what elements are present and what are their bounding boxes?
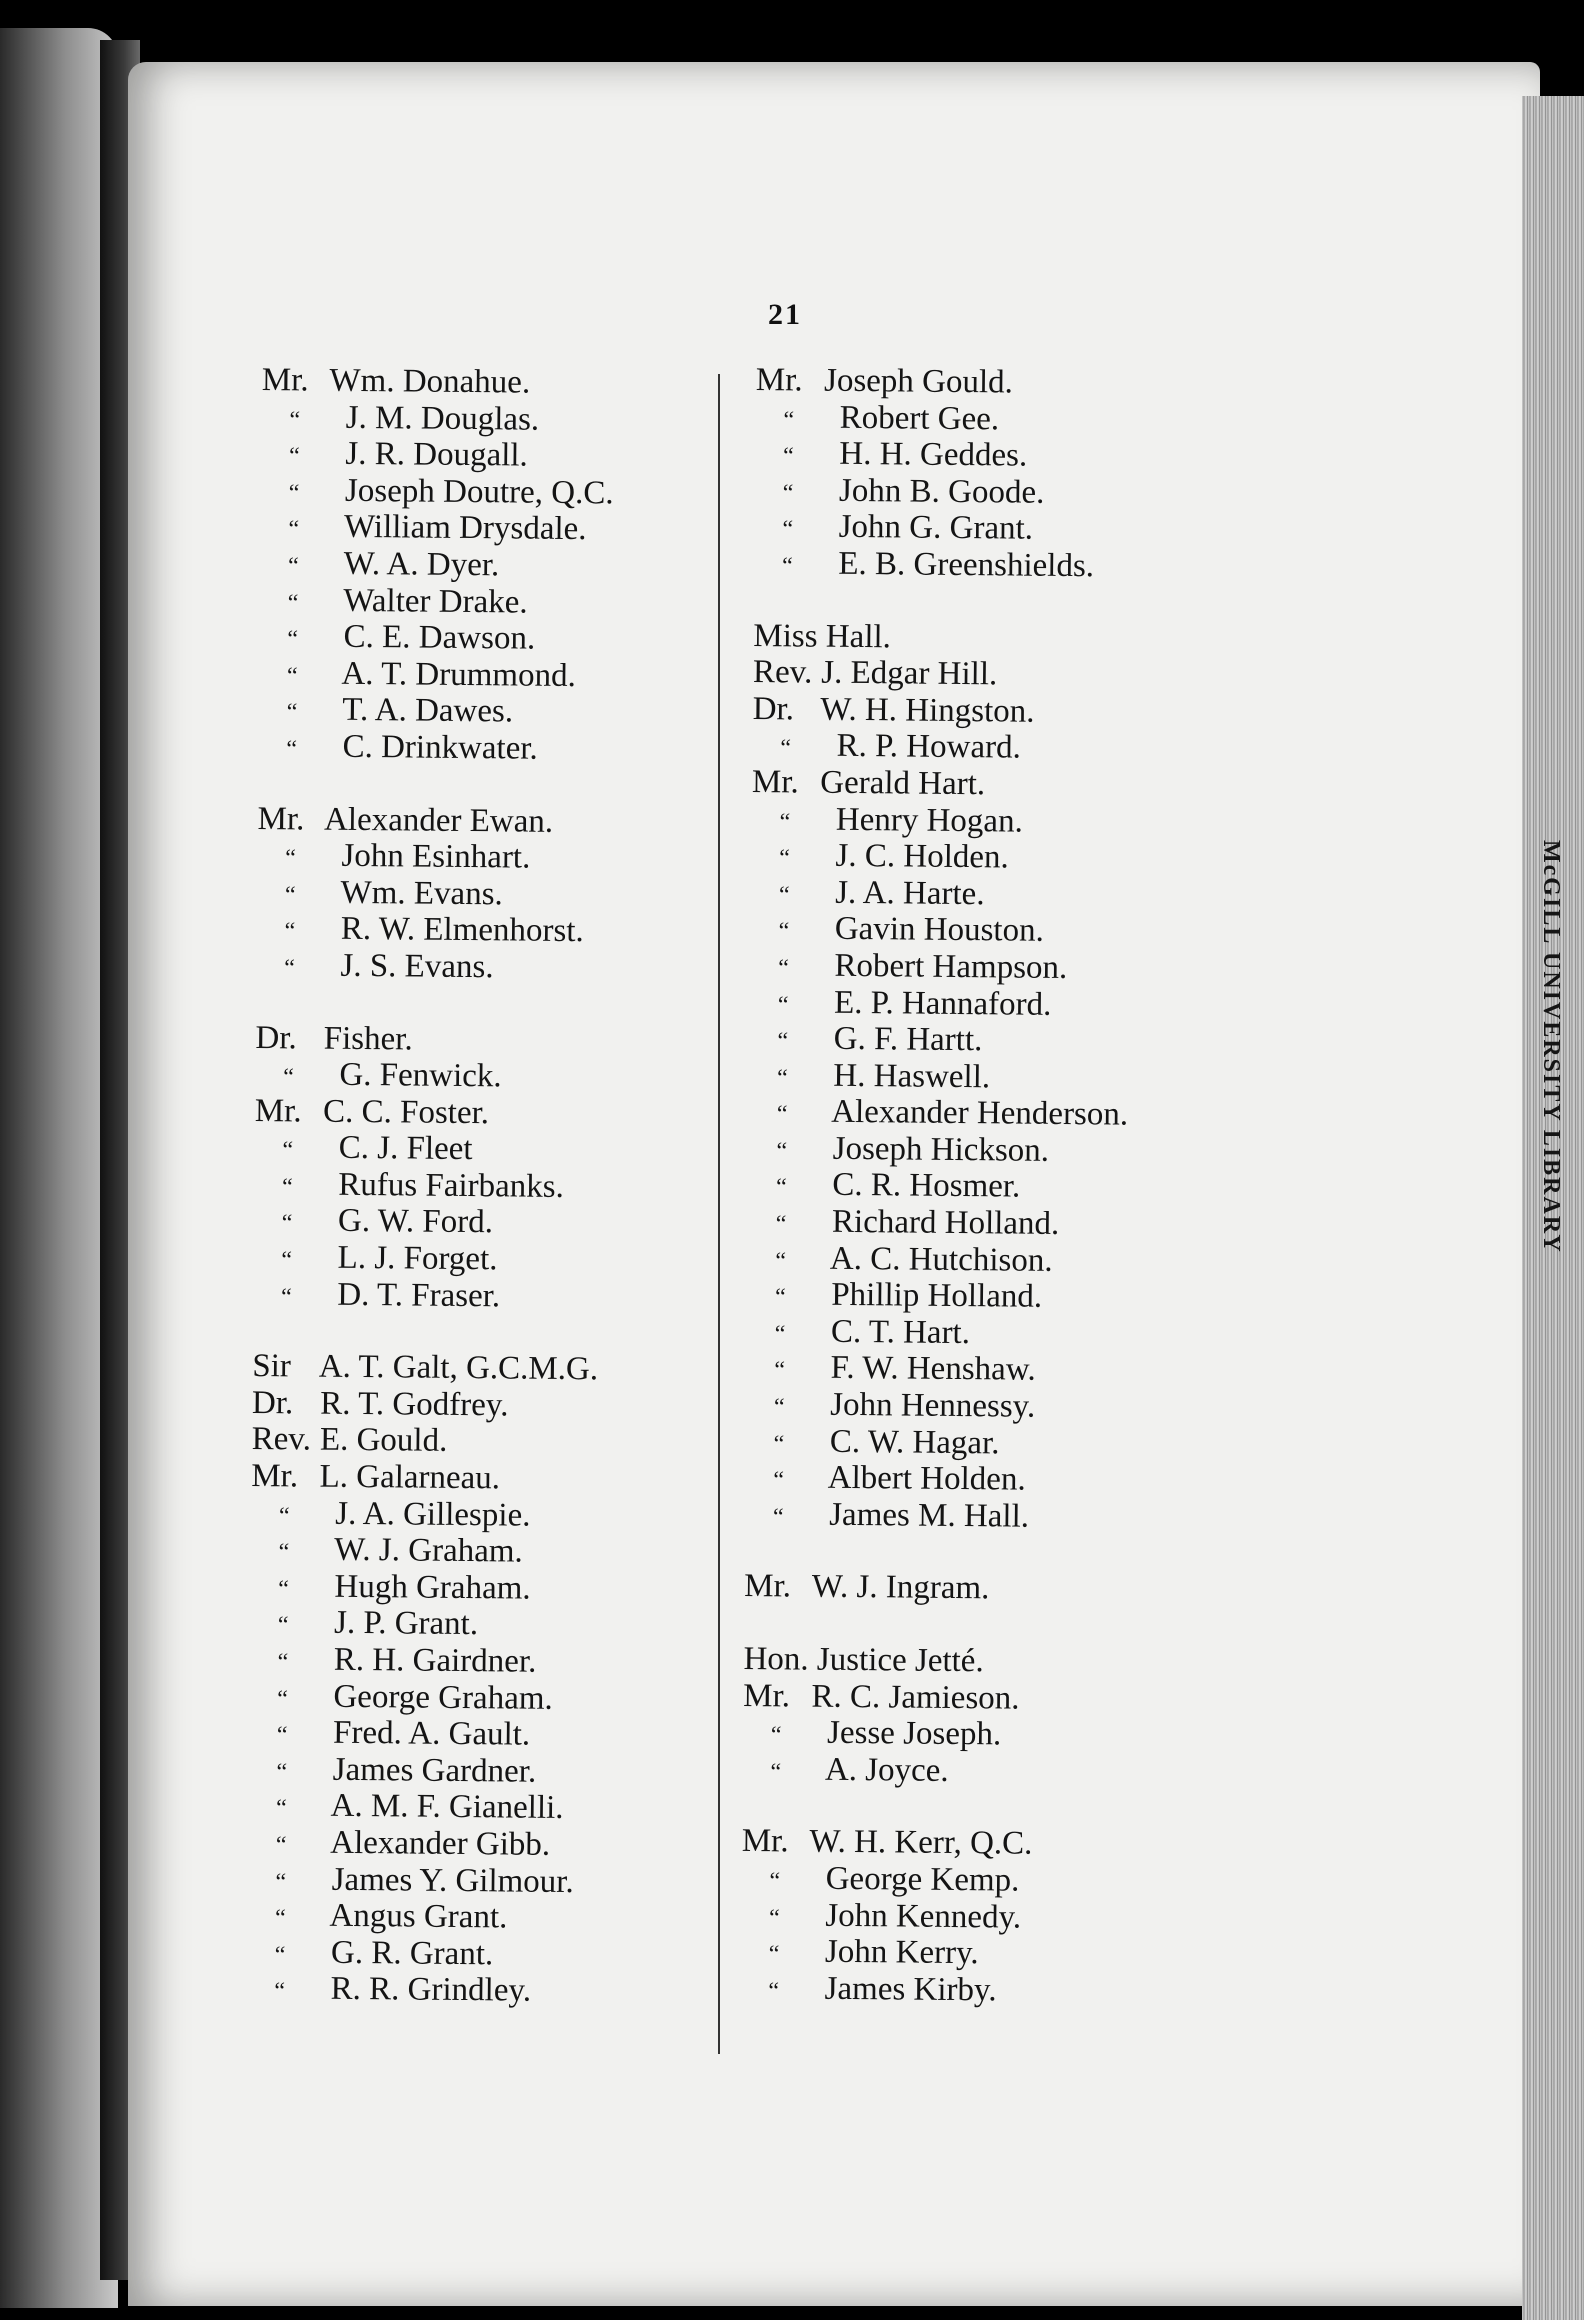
ditto-mark: “ <box>288 443 300 470</box>
list-item <box>251 1458 721 1499</box>
list-item <box>255 1056 725 1097</box>
ditto-mark: “ <box>773 1430 785 1457</box>
list-item <box>750 910 1220 951</box>
list-item <box>752 691 1222 732</box>
list-item <box>253 1276 723 1317</box>
ditto-mark: “ <box>781 553 793 580</box>
list-item <box>258 691 728 732</box>
person-name: A. M. F. Gianelli. <box>330 1788 564 1827</box>
list-item <box>251 1421 721 1462</box>
ditto-mark: “ <box>778 955 789 982</box>
person-name: Alexander Gibb. <box>330 1824 551 1863</box>
person-name: J. S. Evans. <box>340 947 494 986</box>
person-name: John Kerry. <box>824 1933 979 1972</box>
person-name: W. H. Hingston. <box>820 691 1035 730</box>
list-item <box>247 1897 717 1938</box>
list-item <box>753 618 1223 659</box>
ditto-mark: “ <box>777 991 789 1018</box>
person-name: G. R. Grant. <box>330 1934 494 1973</box>
list-item <box>751 874 1221 915</box>
ditto-mark: “ <box>774 1357 786 1384</box>
ditto-mark: “ <box>782 480 794 507</box>
list-item <box>754 508 1224 549</box>
person-name: R. H. Gairdner. <box>333 1641 537 1680</box>
person-name: C. C. Foster. <box>322 1093 490 1131</box>
list-item <box>750 947 1220 988</box>
list-item <box>747 1240 1217 1281</box>
list-item <box>251 1495 721 1536</box>
ditto-mark: “ <box>286 699 298 726</box>
ditto-mark: “ <box>282 1137 294 1164</box>
ditto-mark: “ <box>770 1722 782 1749</box>
ditto-mark: “ <box>777 1028 789 1055</box>
ditto-mark: “ <box>780 735 792 762</box>
list-item <box>247 1860 717 1901</box>
list-item <box>259 618 729 659</box>
person-name: C. J. Fleet <box>338 1130 473 1168</box>
person-name: R. C. Jamieson. <box>811 1678 1020 1717</box>
list-item <box>749 1057 1219 1098</box>
person-name: G. Fenwick. <box>339 1056 502 1095</box>
name-group <box>740 1823 1212 2010</box>
ditto-mark: “ <box>278 1576 290 1603</box>
person-name: Robert Hampson. <box>834 947 1068 986</box>
name-group <box>258 362 732 769</box>
ditto-mark: “ <box>783 406 795 433</box>
person-name: George Kemp. <box>825 1860 1020 1899</box>
ditto-mark: “ <box>275 1832 287 1859</box>
ditto-mark: “ <box>768 1941 780 1968</box>
ditto-mark: “ <box>770 1758 782 1786</box>
list-item <box>742 1823 1212 1864</box>
list-item <box>248 1787 718 1828</box>
person-name: Joseph Doutre, Q.C. <box>344 472 614 512</box>
person-name: L. J. Forget. <box>337 1239 498 1278</box>
person-name: John G. Grant. <box>838 509 1034 548</box>
person-name: R. W. Elmenhorst. <box>340 911 584 950</box>
list-item <box>248 1824 718 1865</box>
list-item <box>253 1239 723 1280</box>
list-item <box>252 1348 722 1389</box>
left-name-column <box>246 362 732 2047</box>
list-item <box>752 764 1222 805</box>
ditto-mark: “ <box>773 1394 785 1421</box>
person-name: James Kirby. <box>824 1970 997 2009</box>
ditto-mark: “ <box>281 1174 293 1201</box>
person-name: J. R. Dougall. <box>345 435 528 474</box>
title-prefix: Rev. <box>752 654 813 691</box>
person-name: Robert Gee. <box>839 399 1000 437</box>
person-name: John Esinhart. <box>341 837 531 876</box>
list-item <box>752 727 1222 768</box>
name-group <box>253 1019 726 1316</box>
ditto-mark: “ <box>286 736 298 763</box>
list-item <box>260 508 730 549</box>
title-prefix: Mr. <box>254 1092 302 1130</box>
title-prefix: Dr. <box>255 1019 297 1056</box>
person-name: Henry Hogan. <box>835 801 1023 840</box>
ditto-mark: “ <box>774 1321 786 1348</box>
ditto-mark: “ <box>782 443 794 470</box>
person-name: Albert Holden. <box>827 1459 1026 1498</box>
list-item <box>262 362 732 403</box>
person-name: James M. Hall. <box>829 1496 1030 1535</box>
person-name: Fred. A. Gault. <box>332 1714 531 1753</box>
ditto-mark: “ <box>776 1101 788 1128</box>
list-item <box>743 1678 1213 1719</box>
list-item <box>756 362 1226 403</box>
list-item <box>257 801 727 842</box>
list-item <box>753 654 1223 695</box>
ditto-mark: “ <box>776 1138 788 1165</box>
name-group <box>754 362 1226 586</box>
ditto-mark: “ <box>775 1211 787 1238</box>
list-item <box>743 1714 1213 1755</box>
right-name-column <box>740 362 1226 2047</box>
person-name: Fisher. <box>323 1020 413 1057</box>
ditto-mark: “ <box>277 1612 289 1639</box>
title-prefix: Mr. <box>251 1457 299 1495</box>
list-item <box>749 1020 1219 1061</box>
list-item <box>249 1641 719 1682</box>
title-prefix: Mr. <box>257 800 305 837</box>
ditto-mark: “ <box>275 1795 287 1822</box>
person-name: C. R. Hosmer. <box>832 1167 1021 1206</box>
person-name: J. P. Grant. <box>333 1605 479 1643</box>
list-item <box>745 1496 1215 1537</box>
name-group <box>256 801 728 988</box>
person-name: H. H. Geddes. <box>839 435 1028 474</box>
list-item <box>257 874 727 915</box>
person-name: Walter Drake. <box>343 582 528 621</box>
list-item <box>246 1970 716 2011</box>
list-item <box>250 1531 720 1572</box>
person-name: Gerald Hart. <box>820 764 986 803</box>
list-item <box>255 1019 725 1060</box>
list-item <box>749 1093 1219 1134</box>
person-name: F. W. Henshaw. <box>830 1350 1036 1389</box>
name-group <box>744 1568 1214 1609</box>
list-item <box>751 801 1221 842</box>
list-item <box>741 1860 1211 1901</box>
person-name: A. Joyce. <box>824 1751 949 1789</box>
list-item <box>261 435 731 476</box>
ditto-mark: “ <box>274 1941 286 1969</box>
person-name: Hall. <box>825 618 892 655</box>
name-group <box>246 1348 722 2011</box>
person-name: E. Gould. <box>319 1422 448 1460</box>
person-name: J. C. Holden. <box>835 837 1009 876</box>
person-name: Richard Holland. <box>831 1203 1060 1243</box>
ditto-mark: “ <box>284 955 295 982</box>
list-item <box>747 1276 1217 1317</box>
ditto-mark: “ <box>288 516 300 543</box>
person-name: G. W. Ford. <box>337 1203 494 1241</box>
ditto-mark: “ <box>774 1284 786 1311</box>
title-prefix: Mr. <box>261 362 309 399</box>
list-item <box>740 1970 1210 2011</box>
person-name: J. Edgar Hill. <box>821 654 998 693</box>
list-item <box>252 1385 722 1426</box>
person-name: W. J. Ingram. <box>811 1569 990 1607</box>
ditto-mark: “ <box>777 1064 788 1092</box>
library-stamp: McGILL UNIVERSITY LIBRARY <box>1538 840 1564 1254</box>
list-item <box>748 1166 1218 1207</box>
list-item <box>741 1933 1211 1974</box>
person-name: Hugh Graham. <box>334 1568 531 1607</box>
person-name: Alexander Henderson. <box>831 1094 1129 1133</box>
page-number: 21 <box>768 298 802 331</box>
ditto-mark: “ <box>773 1467 785 1494</box>
list-item <box>747 1313 1217 1354</box>
list-item <box>257 837 727 878</box>
person-name: W. A. Dyer. <box>343 545 500 584</box>
ditto-mark: “ <box>768 1904 780 1931</box>
ditto-mark: “ <box>778 881 790 909</box>
ditto-mark: “ <box>280 1283 292 1310</box>
list-item <box>741 1896 1211 1937</box>
title-prefix: Mr. <box>755 362 803 399</box>
list-item <box>748 1130 1218 1171</box>
list-item <box>254 1202 724 1243</box>
title-prefix: Miss <box>753 617 818 655</box>
person-name: Joseph Gould. <box>823 362 1014 401</box>
ditto-mark: “ <box>288 480 300 507</box>
ditto-mark: “ <box>778 918 790 945</box>
person-name: J. M. Douglas. <box>345 399 540 438</box>
person-name: Alexander Ewan. <box>323 801 554 840</box>
person-name: C. Drinkwater. <box>342 728 538 767</box>
person-name: Wm. Evans. <box>340 874 503 913</box>
title-prefix: Hon. <box>743 1640 809 1678</box>
person-name: A. T. Drummond. <box>341 655 576 694</box>
person-name: E. B. Greenshields. <box>838 545 1095 585</box>
title-prefix: Mr. <box>744 1568 792 1605</box>
person-name: Phillip Holland. <box>831 1277 1043 1316</box>
ditto-mark: “ <box>276 1758 288 1786</box>
list-item <box>259 655 729 696</box>
ditto-mark: “ <box>275 1868 287 1895</box>
person-name: D. T. Fraser. <box>337 1276 501 1314</box>
person-name: R. P. Howard. <box>836 728 1021 766</box>
list-item <box>254 1129 724 1170</box>
ditto-mark: “ <box>278 1539 290 1566</box>
person-name: G. F. Hartt. <box>833 1020 983 1059</box>
person-name: E. P. Hannaford. <box>833 984 1052 1023</box>
title-prefix: Dr. <box>752 690 795 728</box>
list-item <box>745 1459 1215 1500</box>
person-name: Joseph Hickson. <box>832 1130 1050 1169</box>
ditto-mark: “ <box>277 1685 288 1712</box>
list-item <box>247 1934 717 1975</box>
person-name: John Kennedy. <box>825 1897 1022 1936</box>
person-name: James Gardner. <box>332 1751 537 1790</box>
person-name: L. Galarneau. <box>319 1458 501 1497</box>
title-prefix: Mr. <box>751 763 799 801</box>
list-item <box>754 545 1224 586</box>
list-item <box>250 1604 720 1645</box>
ditto-mark: “ <box>779 845 791 872</box>
list-item <box>742 1751 1212 1792</box>
list-item <box>254 1166 724 1207</box>
name-group <box>742 1641 1213 1792</box>
list-item <box>748 1203 1218 1244</box>
list-item <box>755 399 1225 440</box>
list-item <box>249 1714 719 1755</box>
title-prefix: Sir <box>252 1348 292 1385</box>
ditto-mark: “ <box>283 1064 294 1091</box>
list-item <box>255 1093 725 1134</box>
ditto-mark: “ <box>769 1868 781 1895</box>
list-item <box>250 1568 720 1609</box>
list-item <box>261 472 731 513</box>
title-prefix: Dr. <box>251 1384 294 1422</box>
ditto-mark: “ <box>287 553 299 580</box>
person-name: Rufus Fairbanks. <box>338 1166 565 1205</box>
ditto-mark: “ <box>772 1504 784 1531</box>
ditto-mark: “ <box>281 1210 293 1237</box>
person-name: Justice Jetté. <box>816 1641 984 1680</box>
list-item <box>261 399 731 440</box>
ditto-mark: “ <box>775 1174 787 1201</box>
person-name: John Hennessy. <box>830 1386 1036 1425</box>
ditto-mark: “ <box>277 1649 289 1676</box>
list-item <box>750 983 1220 1024</box>
ditto-mark: “ <box>782 516 794 543</box>
ditto-mark: “ <box>287 589 299 616</box>
list-item <box>755 435 1225 476</box>
list-item <box>256 947 726 988</box>
name-group <box>745 618 1224 1537</box>
person-name: John B. Goode. <box>838 472 1045 511</box>
person-name: James Y. Gilmour. <box>331 1861 574 1900</box>
person-name: George Graham. <box>333 1678 553 1717</box>
person-name: J. A. Harte. <box>834 874 985 912</box>
person-name: Wm. Donahue. <box>329 362 531 401</box>
list-item <box>260 545 730 586</box>
ditto-mark: “ <box>274 1905 286 1932</box>
list-item <box>249 1678 719 1719</box>
person-name: W. J. Graham. <box>334 1531 523 1570</box>
ditto-mark: “ <box>779 808 791 835</box>
person-name: H. Haswell. <box>833 1057 991 1095</box>
list-item <box>751 837 1221 878</box>
person-name: C. T. Hart. <box>830 1313 971 1351</box>
column-divider <box>718 374 720 2054</box>
person-name: W. H. Kerr, Q.C. <box>809 1823 1033 1863</box>
list-item <box>260 582 730 623</box>
ditto-mark: “ <box>287 626 299 653</box>
person-name: A. T. Galt, G.C.M.G. <box>318 1348 599 1388</box>
title-prefix: Mr. <box>741 1823 789 1860</box>
list-item <box>258 728 728 769</box>
ditto-mark: “ <box>276 1722 288 1749</box>
person-name: J. A. Gillespie. <box>335 1495 531 1534</box>
ditto-mark: “ <box>286 663 298 690</box>
list-item <box>248 1751 718 1792</box>
person-name: William Drysdale. <box>343 509 587 548</box>
list-item <box>746 1349 1216 1390</box>
person-name: R. T. Godfrey. <box>320 1385 509 1424</box>
ditto-mark: “ <box>285 845 297 872</box>
ditto-mark: “ <box>274 1978 286 2005</box>
ditto-mark: “ <box>284 881 296 909</box>
person-name: C. W. Hagar. <box>829 1423 1000 1462</box>
list-item <box>745 1423 1215 1464</box>
ditto-mark: “ <box>775 1247 787 1274</box>
ditto-mark: “ <box>281 1247 293 1274</box>
list-item <box>744 1568 1214 1609</box>
ditto-mark: “ <box>278 1502 290 1529</box>
ditto-mark: “ <box>289 406 301 433</box>
ditto-mark: “ <box>768 1977 780 2005</box>
list-item <box>256 910 726 951</box>
title-prefix: Rev. <box>251 1421 312 1458</box>
person-name: A. C. Hutchison. <box>829 1240 1053 1279</box>
person-name: Angus Grant. <box>329 1897 508 1936</box>
person-name: R. R. Grindley. <box>330 1971 532 2010</box>
person-name: T. A. Dawes. <box>342 692 514 730</box>
list-item <box>746 1386 1216 1427</box>
list-item <box>743 1641 1213 1682</box>
title-prefix: Mr. <box>743 1677 791 1714</box>
person-name: C. E. Dawson. <box>343 618 536 657</box>
person-name: Jesse Joseph. <box>826 1714 1002 1753</box>
ditto-mark: “ <box>284 918 296 945</box>
person-name: Gavin Houston. <box>834 911 1044 950</box>
list-item <box>755 472 1225 513</box>
